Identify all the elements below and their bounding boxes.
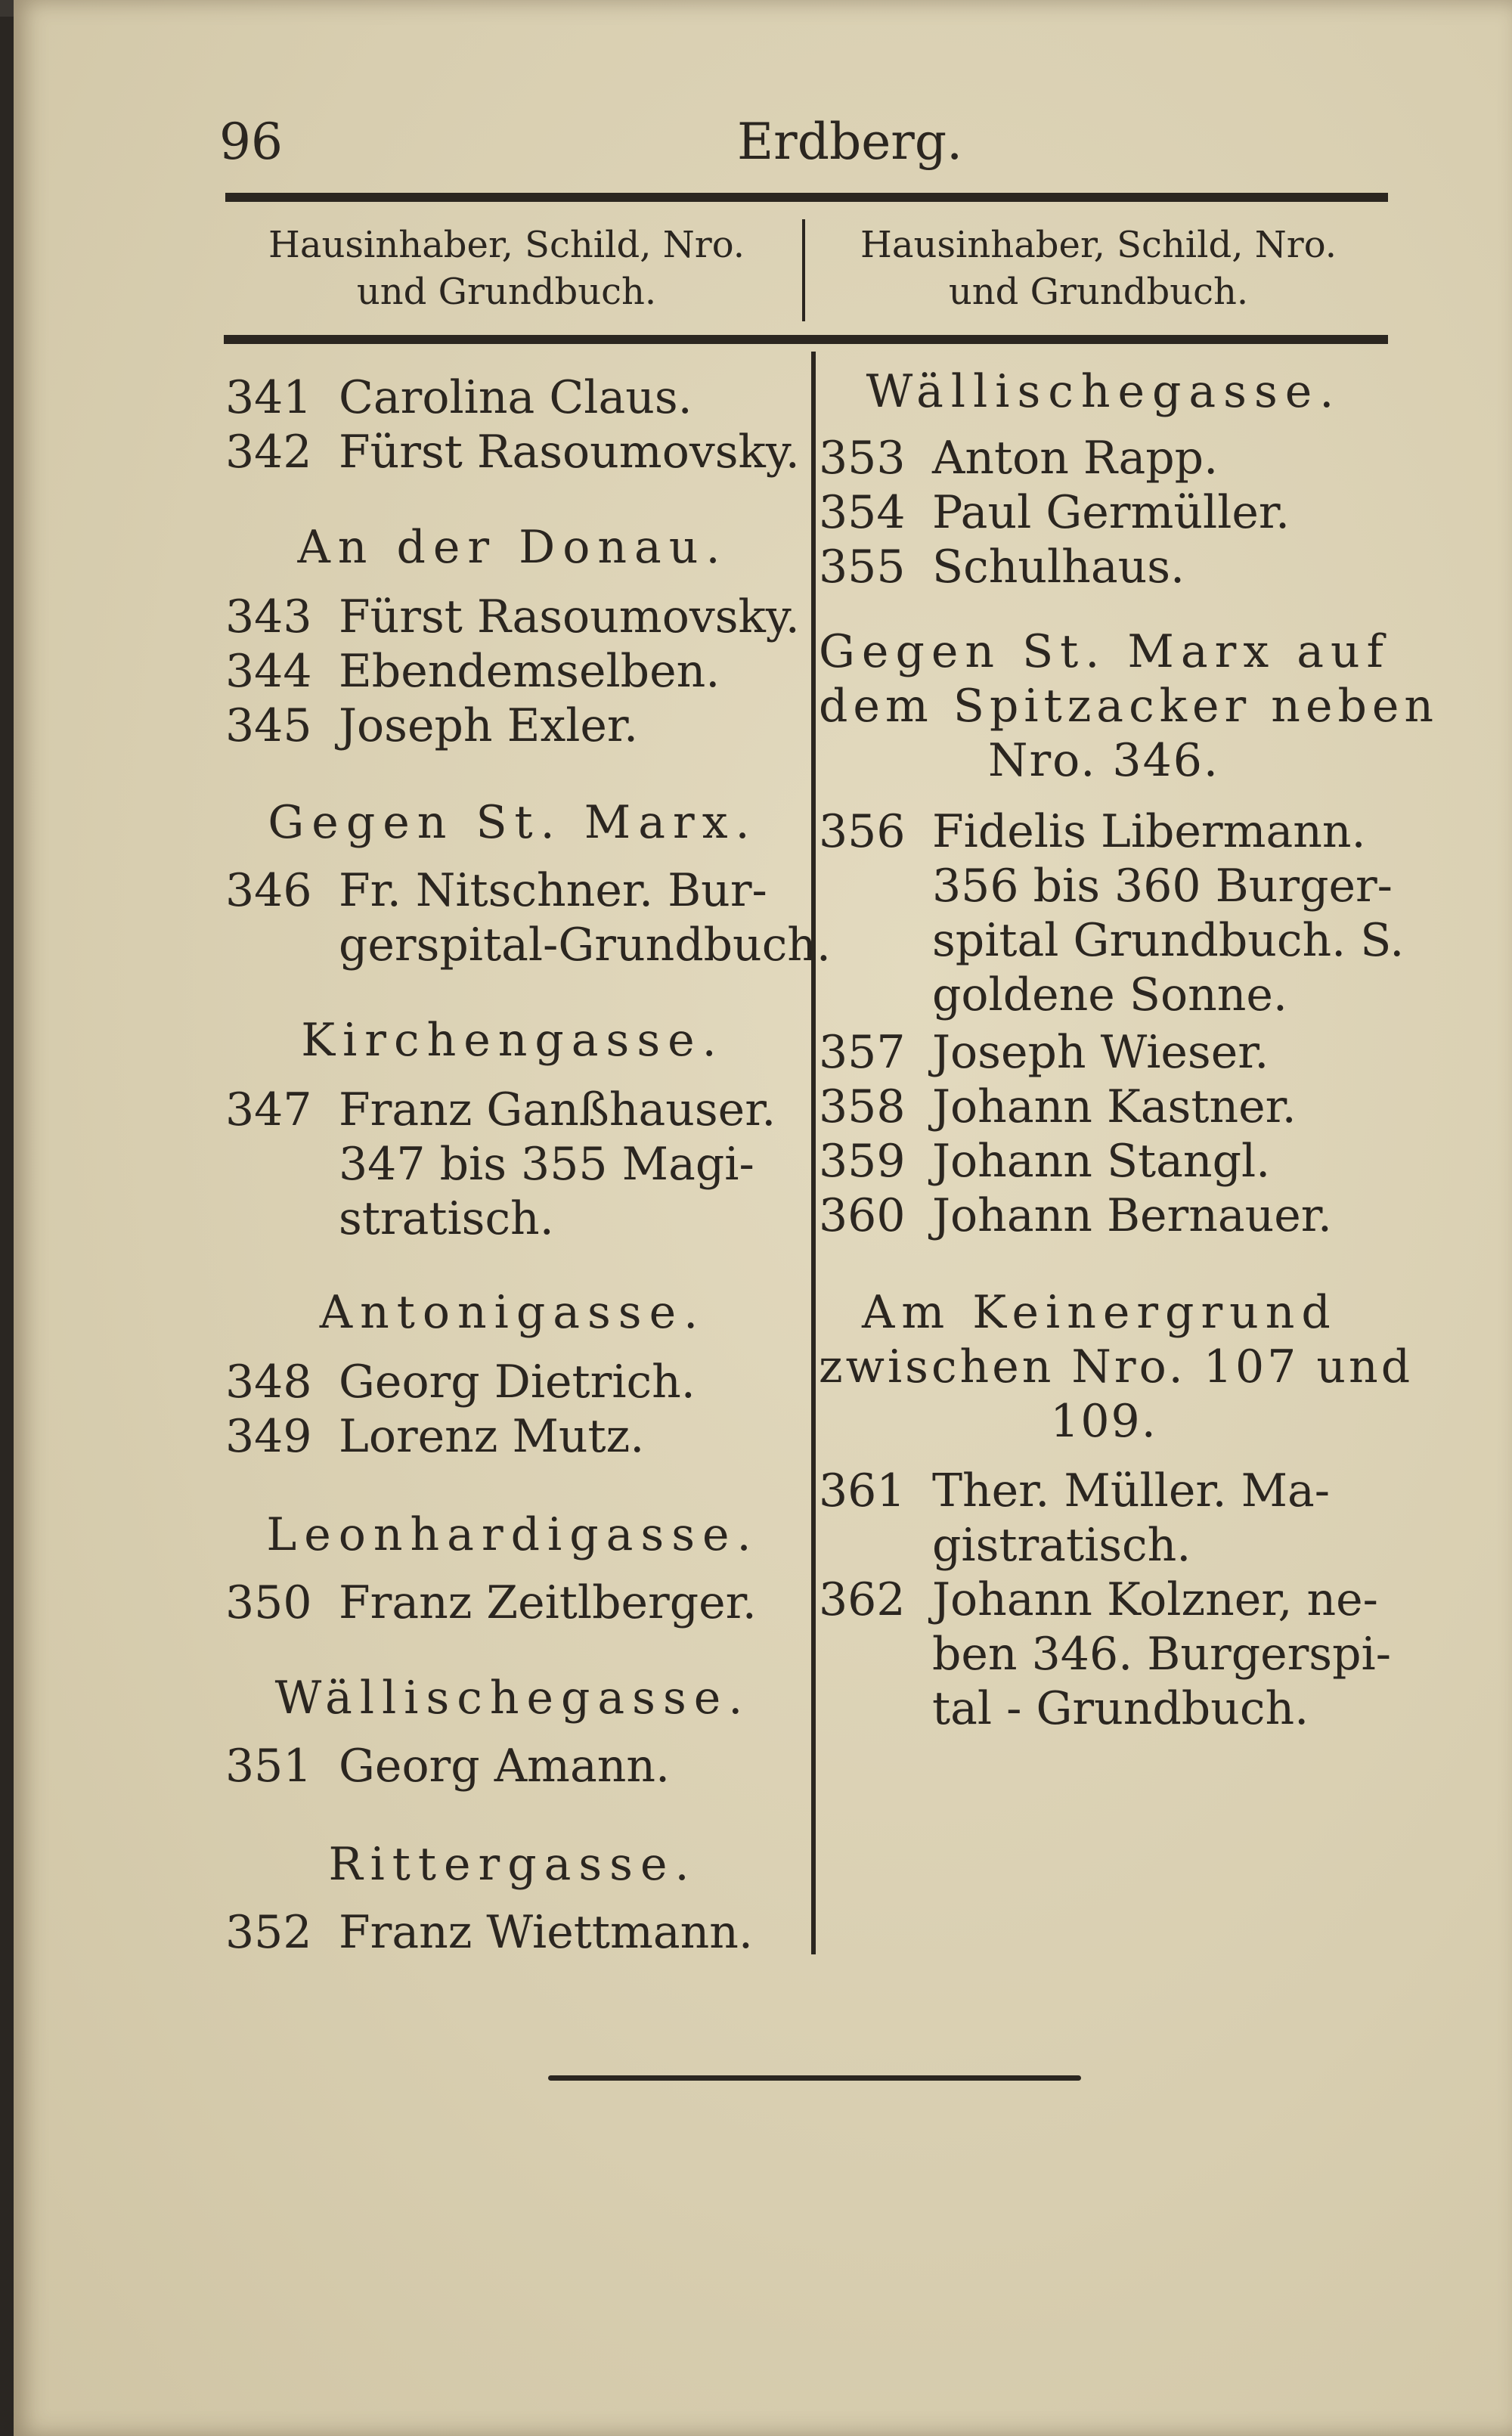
house-number: 342	[225, 426, 312, 479]
house-number: 355	[819, 541, 906, 594]
owner-name: Georg Dietrich.	[339, 1356, 696, 1409]
entry-356-continuation-1: 356 bis 360 Burger-	[932, 860, 1393, 913]
owner-name: Fr. Nitschner. Bur-	[339, 864, 767, 917]
owner-name: Fidelis Libermann.	[932, 805, 1366, 858]
owner-name: Joseph Exler.	[339, 699, 639, 752]
street-heading-gegen-st-marx: Gegen St. Marx.	[268, 796, 758, 849]
right-column-header-line1: Hausinhaber, Schild, Nro.	[860, 224, 1337, 266]
house-number: 352	[225, 1906, 312, 1959]
entry-354	[819, 485, 1290, 540]
right-column-header-line2: und Grundbuch.	[948, 271, 1249, 313]
house-number: 356	[819, 805, 906, 858]
street-heading-keinergrund-line1: Am Keinergrund	[862, 1286, 1337, 1339]
left-column-header-line1: Hausinhaber, Schild, Nro.	[268, 224, 745, 266]
owner-name: Franz Wiettmann.	[339, 1906, 753, 1959]
entry-347-continuation-1: 347 bis 355 Magi-	[339, 1138, 754, 1191]
owner-name: Anton Rapp.	[932, 432, 1219, 485]
entry-346-continuation: gerspital-Grundbuch.	[339, 919, 832, 972]
entry-356-continuation-2: spital Grundbuch. S.	[932, 914, 1405, 967]
house-number: 344	[225, 645, 312, 698]
owner-name: Fürst Rasoumovsky.	[339, 426, 800, 479]
column-divider	[811, 352, 816, 1954]
entry-351	[225, 1739, 670, 1793]
entry-353	[819, 431, 1218, 485]
entry-355	[819, 540, 1185, 594]
owner-name: Georg Amann.	[339, 1740, 671, 1793]
street-heading-waellischegasse-left: Wällischegasse.	[274, 1672, 751, 1725]
owner-name: Franz Ganßhauser.	[339, 1083, 776, 1136]
house-number: 351	[225, 1740, 312, 1793]
street-heading-spitzacker-line1: Gegen St. Marx auf	[819, 625, 1390, 678]
entry-358	[819, 1080, 1297, 1134]
owner-name: Johann Stangl.	[932, 1135, 1271, 1188]
street-heading-an-der-donau: An der Donau.	[297, 521, 728, 574]
street-heading-spitzacker-line2: dem Spitzacker neben	[819, 680, 1439, 733]
owner-name: Carolina Claus.	[339, 371, 692, 424]
owner-name: Lorenz Mutz.	[339, 1410, 645, 1463]
owner-name: Ebendemselben.	[339, 645, 720, 698]
entry-362	[819, 1573, 1378, 1627]
owner-name: Ther. Müller. Ma-	[932, 1464, 1331, 1517]
entry-350	[225, 1576, 757, 1630]
entry-349	[225, 1409, 644, 1464]
house-number: 345	[225, 699, 312, 752]
entry-347-continuation-2: stratisch.	[339, 1192, 554, 1245]
left-column-header-line2: und Grundbuch.	[356, 271, 657, 313]
street-heading-spitzacker-line3: Nro. 346.	[988, 734, 1219, 787]
owner-name: Franz Zeitlberger.	[339, 1576, 757, 1629]
owner-name: Fürst Rasoumovsky.	[339, 590, 800, 643]
entry-356-continuation-3: goldene Sonne.	[932, 969, 1287, 1021]
page-title: Erdberg.	[737, 113, 963, 171]
owner-name: Paul Germüller.	[932, 486, 1290, 539]
house-number: 347	[225, 1083, 312, 1136]
page-number: 96	[219, 113, 283, 171]
entry-362-continuation-1: ben 346. Burgerspi-	[932, 1628, 1391, 1681]
entry-361	[819, 1464, 1330, 1518]
street-heading-kirchengasse: Kirchengasse.	[301, 1014, 724, 1067]
house-number: 353	[819, 432, 906, 485]
owner-name: Johann Bernauer.	[932, 1189, 1332, 1242]
house-number: 360	[819, 1189, 906, 1242]
house-number: 361	[819, 1464, 906, 1517]
entry-343	[225, 590, 800, 644]
house-number: 358	[819, 1080, 906, 1133]
entry-346	[225, 863, 767, 918]
entry-348	[225, 1355, 696, 1409]
header-rule-top	[225, 193, 1388, 202]
entry-361-continuation: gistratisch.	[932, 1519, 1191, 1572]
house-number: 346	[225, 864, 312, 917]
entry-352	[225, 1905, 753, 1960]
street-heading-waellischegasse-right: Wällischegasse.	[866, 365, 1342, 418]
owner-name: Joseph Wieser.	[932, 1026, 1269, 1079]
house-number: 343	[225, 590, 312, 643]
house-number: 362	[819, 1573, 906, 1626]
owner-name: Johann Kolzner, ne-	[932, 1573, 1378, 1626]
street-heading-keinergrund-line3: 109.	[1050, 1395, 1157, 1448]
house-number: 357	[819, 1026, 906, 1079]
house-number: 341	[225, 371, 312, 424]
house-number: 354	[819, 486, 906, 539]
street-heading-antonigasse: Antonigasse.	[319, 1286, 706, 1339]
entry-341	[225, 370, 692, 425]
entry-360	[819, 1189, 1332, 1243]
house-number: 359	[819, 1135, 906, 1188]
house-number: 349	[225, 1410, 312, 1463]
entry-357	[819, 1025, 1269, 1080]
entry-344	[225, 644, 720, 699]
entry-356	[819, 804, 1366, 859]
entry-359	[819, 1134, 1270, 1189]
street-heading-rittergasse: Rittergasse.	[328, 1838, 697, 1891]
header-column-divider	[802, 219, 805, 321]
house-number: 350	[225, 1576, 312, 1629]
entry-342	[225, 425, 800, 479]
entry-345	[225, 699, 638, 753]
owner-name: Johann Kastner.	[932, 1080, 1297, 1133]
bottom-ornament-rule	[548, 2075, 1081, 2081]
entry-347	[225, 1083, 776, 1137]
entry-362-continuation-2: tal - Grundbuch.	[932, 1682, 1309, 1735]
owner-name: Schulhaus.	[932, 541, 1185, 594]
header-rule-bottom	[224, 335, 1388, 344]
street-heading-leonhardigasse: Leonhardigasse.	[266, 1508, 759, 1561]
house-number: 348	[225, 1356, 312, 1409]
street-heading-keinergrund-line2: zwischen Nro. 107 und	[819, 1340, 1414, 1393]
